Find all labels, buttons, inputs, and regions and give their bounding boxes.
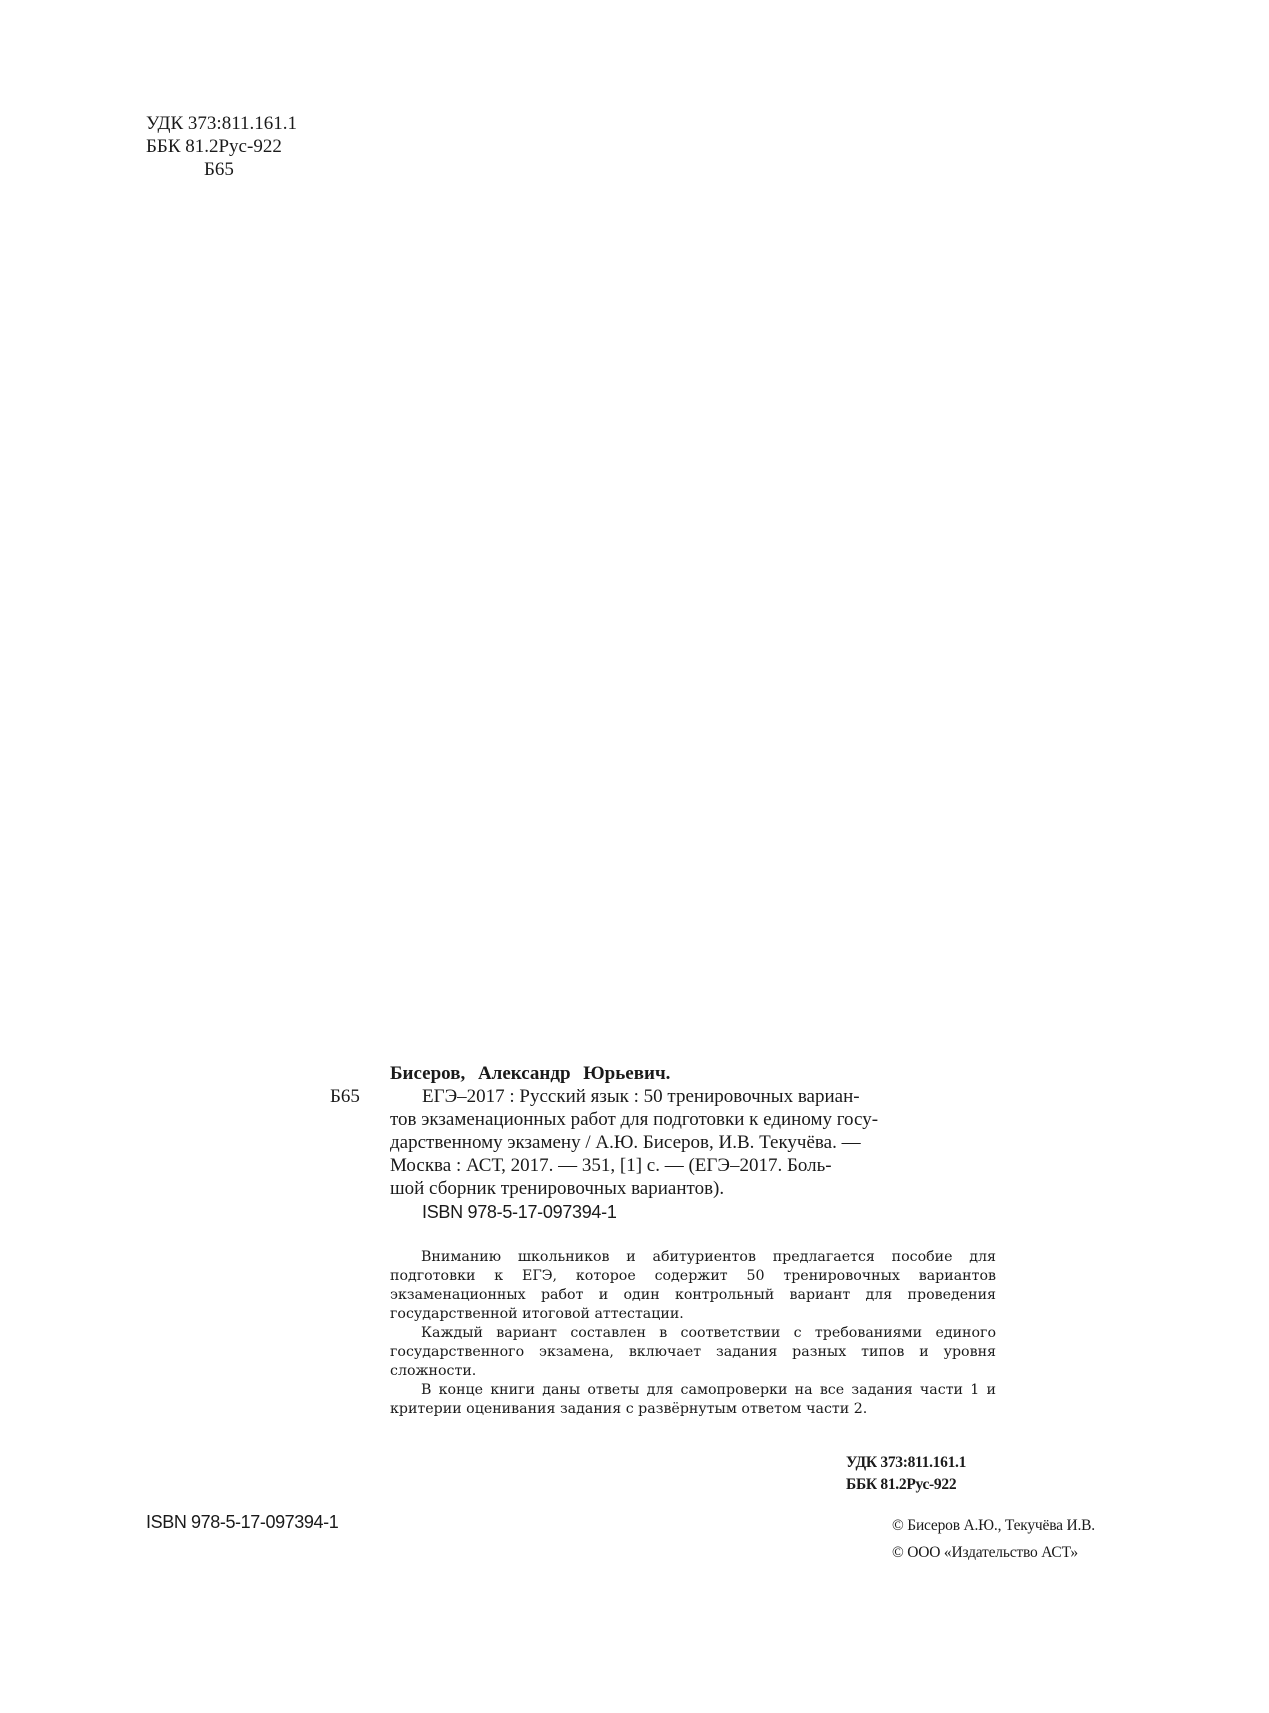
bbk-code: ББК 81.2Рус-922 bbox=[146, 136, 282, 157]
catalog-entry-line: Москва : АСТ, 2017. — 351, [1] с. — (ЕГЭ–2017. Боль- bbox=[390, 1155, 832, 1176]
footer-isbn: ISBN 978-5-17-097394-1 bbox=[146, 1512, 339, 1532]
annotation-paragraph: В конце книги даны ответы для самопроверки на все задания части 1 и критерии оценивания задания с развёрнутым ответом части 2. bbox=[390, 1382, 996, 1417]
author-mark: Б65 bbox=[204, 159, 234, 180]
annotation-paragraph: Вниманию школьников и абитуриентов предлагается пособие для подготовки к ЕГЭ, которое содержит 50 тренировочных вариантов экзаменационных работ и один контрольный вариант для проведения государственной итоговой аттестации. bbox=[390, 1249, 996, 1322]
udk-code: УДК 373:811.161.1 bbox=[846, 1454, 967, 1471]
bbk-code: ББК 81.2Рус-922 bbox=[846, 1476, 957, 1493]
catalog-entry-line: ЕГЭ–2017 : Русский язык : 50 тренировочных вариан- bbox=[422, 1086, 860, 1107]
copyright-publisher: © ООО «Издательство АСТ» bbox=[892, 1544, 1078, 1561]
udk-code: УДК 373:811.161.1 bbox=[146, 113, 297, 134]
copyright-block bbox=[892, 1512, 1095, 1566]
annotation-paragraph: Каждый вариант составлен в соответствии с требованиями единого государственного экзамена, включает задания разных типов и уровня сложности. bbox=[390, 1325, 996, 1379]
catalog-entry-line: тов экзаменационных работ для подготовки к единому госу- bbox=[390, 1109, 879, 1130]
catalog-author: Бисеров, Александр Юрьевич. bbox=[390, 1063, 671, 1084]
annotation bbox=[390, 1248, 996, 1419]
catalog-entry-line: дарственному экзамену / А.Ю. Бисеров, И.В. Текучёва. — bbox=[390, 1132, 861, 1153]
copyright-authors: © Бисеров А.Ю., Текучёва И.В. bbox=[892, 1517, 1095, 1534]
bottom-classification-codes bbox=[846, 1452, 966, 1496]
top-classification-codes bbox=[146, 112, 297, 181]
catalog-entry-block bbox=[330, 1085, 998, 1200]
catalog-entry bbox=[330, 1085, 998, 1200]
catalog-card bbox=[330, 1062, 998, 1224]
catalog-author-mark: Б65 bbox=[330, 1086, 360, 1107]
catalog-isbn: ISBN 978-5-17-097394-1 bbox=[422, 1202, 617, 1222]
catalog-entry-line: шой сборник тренировочных вариантов). bbox=[390, 1178, 725, 1199]
